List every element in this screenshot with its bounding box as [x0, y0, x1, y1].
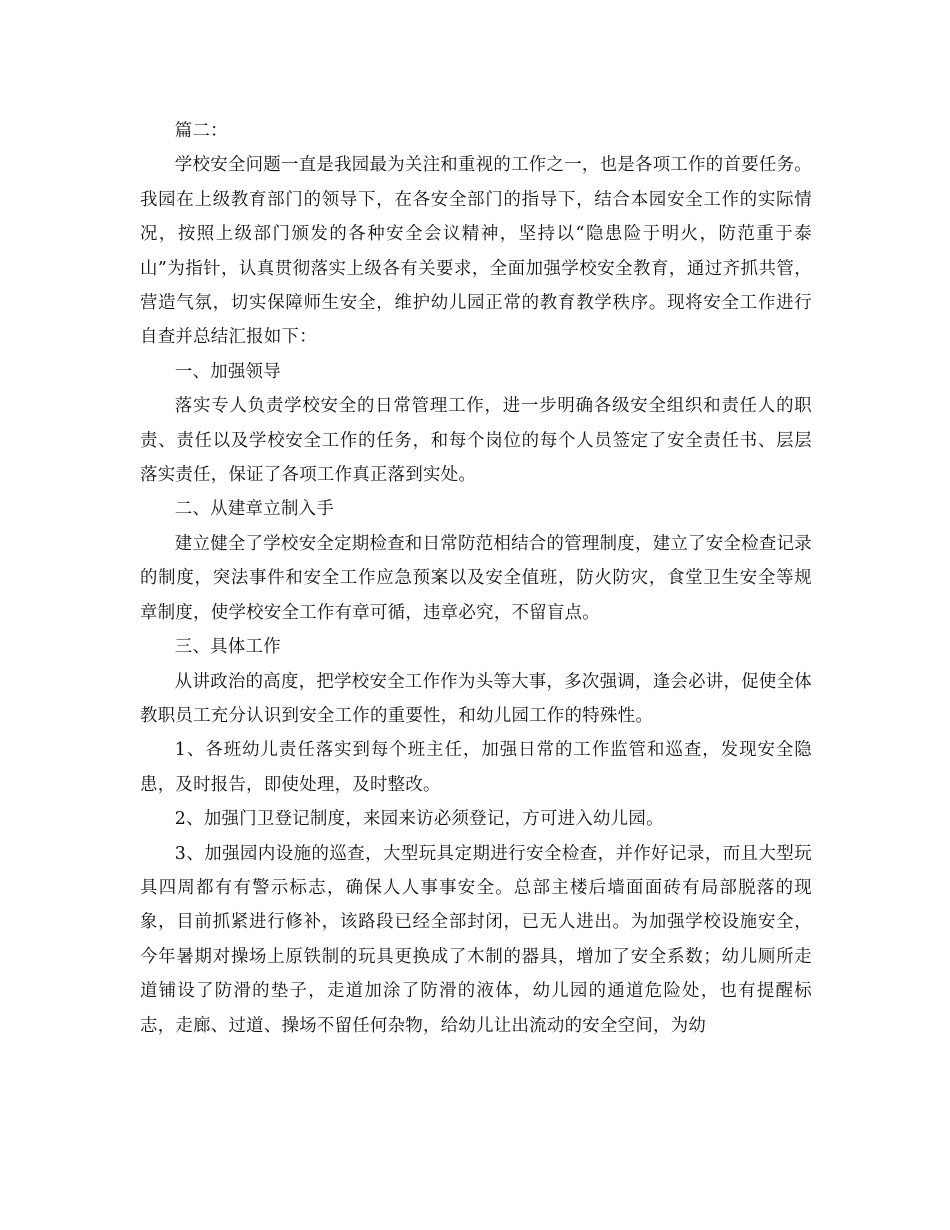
- section-heading: 篇二：: [174, 121, 228, 141]
- section-heading: 二、从建章立制入手: [174, 499, 335, 520]
- paragraph: 建立健全了学校安全定期检查和日常防范相结合的管理制度，建立了安全检查记录的制度，突法事件和安全工作应急预案以及安全值班，防火防灾，食堂卫生安全等规章制度，使学校安全工作有章可循，违章必究，不留盲点。: [140, 533, 812, 623]
- document-body: [140, 114, 812, 1043]
- paragraph: 落实专人负责学校安全的日常管理工作，进一步明确各级安全组织和责任人的职责、责任以及学校安全工作的任务，和每个岗位的每个人员签定了安全责任书、层层落实责任，保证了各项工作真正落到实处。: [140, 396, 812, 486]
- section-heading: 三、具体工作: [174, 637, 281, 658]
- section-heading: 一、加强领导: [174, 361, 281, 382]
- list-item: 1、各班幼儿责任落实到每个班主任，加强日常的工作监管和巡查，发现安全隐患，及时报告，即使处理，及时整改。: [140, 740, 812, 795]
- paragraph: 学校安全问题一直是我园最为关注和重视的工作之一，也是各项工作的首要任务。我园在上级教育部门的领导下，在各安全部门的指导下，结合本园安全工作的实际情况，按照上级部门颁发的各种安全会议精神，坚持以“隐患险于明火，防范重于泰山”为指针，认真贯彻落实上级各有关要求，全面加强学校安全教育，通过齐抓共管，营造气氛，切实保障师生安全，维护幼儿园正常的教育教学秩序。现将安全工作进行自查并总结汇报如下：: [140, 155, 812, 348]
- paragraph: 从讲政治的高度，把学校安全工作作为头等大事，多次强调，逢会必讲，促使全体教职员工充分认识到安全工作的重要性，和幼儿园工作的特殊性。: [140, 671, 812, 726]
- list-item: 2、加强门卫登记制度，来园来访必须登记，方可进入幼儿园。: [174, 809, 664, 830]
- list-item: 3、加强园内设施的巡查，大型玩具定期进行安全检查，并作好记录，而且大型玩具四周都有有警示标志，确保人人事事安全。总部主楼后墙面面砖有局部脱落的现象，目前抓紧进行修补，该路段已经全部封闭，已无人进出。为加强学校设施安全，今年暑期对操场上原铁制的玩具更换成了木制的器具，增加了安全系数；幼儿厕所走道铺设了防滑的垫子，走道加涂了防滑的液体，幼儿园的通道危险处，也有提醒标志，走廊、过道、操场不留任何杂物，给幼儿让出流动的安全空间，为幼: [140, 843, 812, 1036]
